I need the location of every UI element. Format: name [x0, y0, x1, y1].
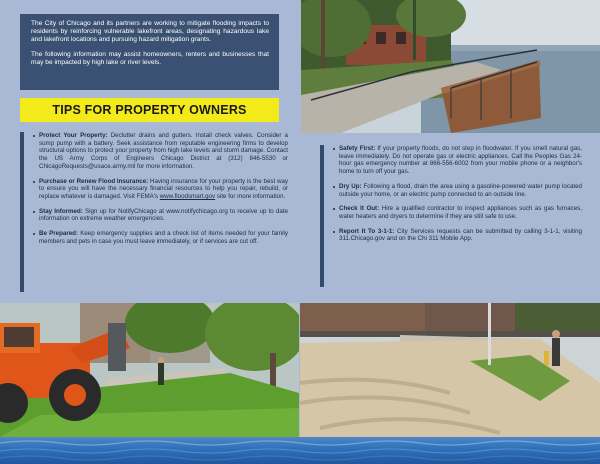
tip-text: Sign up for NotifyChicago at www.notifychicago.org to receive up to date information on extreme weather emergencies. — [39, 207, 288, 223]
lakefront-seawall-photo — [301, 0, 600, 133]
tip-check-it-out — [333, 205, 582, 220]
tip-title: Safety First: — [339, 145, 376, 152]
tip-title: Check It Out: — [339, 205, 380, 213]
tip-text: If your property floods, do not step in floodwater. If you smell natural gas, leave immediately. Do not operate gas or electric appliances. Call the Peoples Gas 24-hour gas emergency number at 866-556-6002 from your mobile phone or a neighbor's home to turn off your gas. — [339, 145, 582, 176]
right-tips-list — [333, 145, 582, 250]
tip-safety-first — [333, 145, 582, 176]
beach-sand-photo — [300, 303, 600, 437]
tip-text: Keep emergency supplies and a check list of items needed for your family members and pets in case you must leave immediately, or if services are cut off. — [39, 230, 289, 245]
intro-paragraph-1: The City of Chicago and its partners are working to mitigate flooding impacts to residents by reinforcing vulnerable lakefront areas, designating hazardous lake and lakefront locations and pursuing hazard mitigation grants. — [31, 20, 269, 44]
tip-stay-informed — [33, 208, 288, 223]
tip-title: Be Prepared: — [39, 230, 79, 238]
tip-text: Hire a qualified contractor to inspect appliances such as gas furnaces, water heaters and dryers to determine if they are still safe to use. — [339, 205, 582, 220]
tip-flood-insurance — [33, 178, 288, 201]
front-loader-photo — [0, 303, 299, 437]
tip-text: Following a flood, drain the area using a gasoline-powered water pump located outside your home, or an electric pump connected to an outside line. — [339, 182, 582, 198]
tip-title: Protect Your Property: — [39, 132, 108, 139]
tip-text: Declutter drains and gutters. Install check valves. Consider a sump pump with a battery. Seek assistance from reputable engineering firms to develop structural options to protect your property from high lake levels and storm damage. Contact the US Army Corps of Engineers Chicago District at (312) 846-5530 or ChicagoRequests@usace.army.mil for more information. — [39, 132, 288, 170]
tip-text: Having insurance for your property is the best way to ensure you will have the necessary financial resources to help you repair, rebuild, or replace whatever is damaged. Visit FEMA's — [39, 177, 288, 200]
tip-text: City Services requests can be submitted by calling 3-1-1, visiting 311.Chicago.gov and on the Chi 311 Mobile App. — [339, 227, 582, 243]
left-tips-column — [20, 132, 288, 292]
left-tips-list — [33, 132, 288, 252]
tip-be-prepared — [33, 230, 288, 245]
tips-heading: TIPS FOR PROPERTY OWNERS — [20, 98, 279, 122]
water-banner — [0, 437, 600, 464]
right-tips-column — [320, 145, 582, 287]
column-accent-bar — [320, 145, 324, 287]
intro-box — [20, 14, 279, 90]
tip-title: Dry Up: — [339, 182, 362, 190]
intro-paragraph-2: The following information may assist homeowners, renters and businesses that may be impacted by high lake or river levels. — [31, 51, 269, 67]
tip-protect-property — [33, 132, 288, 171]
tip-title: Stay Informed: — [39, 207, 83, 215]
tip-text-after: site for more information. — [215, 192, 286, 200]
tip-title: Purchase or Renew Flood Insurance: — [39, 177, 149, 185]
tip-report-311 — [333, 228, 582, 243]
tip-title: Report It To 3-1-1: — [339, 227, 395, 235]
floodsmart-link[interactable]: www.floodsmart.gov — [159, 192, 216, 200]
column-accent-bar — [20, 132, 24, 292]
tip-dry-up — [333, 183, 582, 198]
